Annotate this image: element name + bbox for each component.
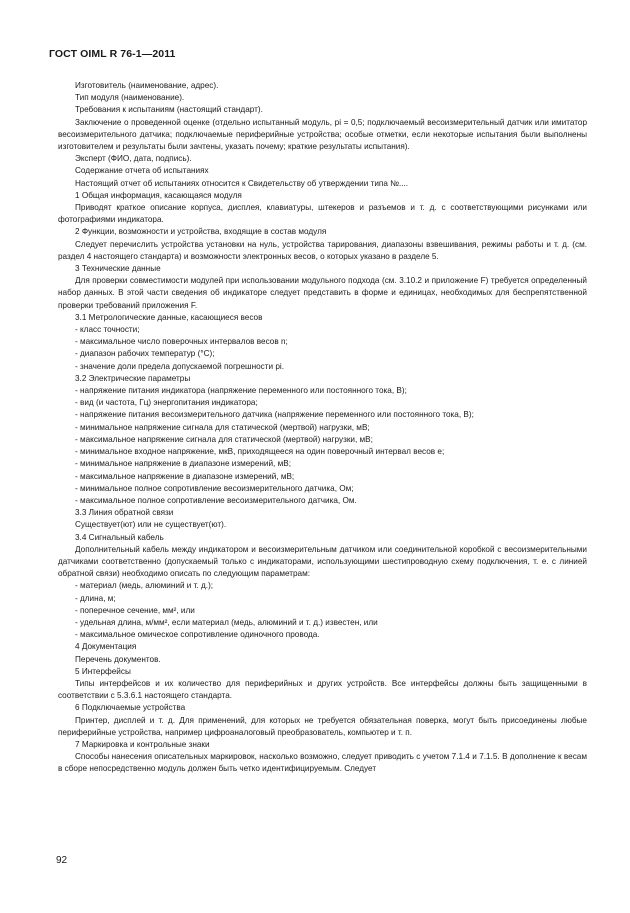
section-heading: 3.2 Электрические параметры (75, 373, 191, 383)
section-heading: 3.1 Метрологические данные, касающиеся весов (75, 312, 263, 322)
section-heading: 3.3 Линия обратной связи (75, 508, 174, 518)
paragraph: Тип модуля (наименование). (75, 93, 185, 103)
list-item: - максимальное омическое сопротивление одиночного провода. (75, 630, 320, 640)
section-heading: 3.4 Сигнальный кабель (75, 532, 164, 542)
paragraph: Приводят краткое описание корпуса, дисплея, клавиатуры, штекеров и разъемов и т. д. с соответствующими рисунками или фотографиями индикатора. (58, 203, 587, 225)
list-item: - поперечное сечение, мм², или (75, 605, 195, 615)
list-item: - минимальное полное сопротивление весоизмерительного датчика, Ом; (75, 483, 354, 493)
paragraph: Способы нанесения описательных маркировок, насколько возможно, следует приводить с учетом 7.1.4 и 7.1.5. В дополнение к весам в сборе непосредственно модуль должен быть четко идентифицируемым. Следует (58, 752, 587, 774)
paragraph: Эксперт (ФИО, дата, подпись). (75, 154, 192, 164)
section-heading: 1 Общая информация, касающаяся модуля (75, 190, 242, 200)
list-item: - значение доли предела допускаемой погрешности pi. (75, 361, 285, 371)
paragraph: Для проверки совместимости модулей при использовании модульного подхода (см. 3.10.2 и приложение F) требуется определенный набор данных. В этой части сведения об индикаторе следует представить в форме и единицах, необходимых для беспрепятственной проверки требований приложения F. (58, 276, 587, 310)
section-heading: Содержание отчета об испытаниях (75, 166, 209, 176)
list-item: - минимальное напряжение в диапазоне измерений, мВ; (75, 459, 291, 469)
paragraph: Перечень документов. (75, 654, 161, 664)
section-heading: 4 Документация (75, 642, 137, 652)
list-item: - удельная длина, м/мм², если материал (медь, алюминий и т. д.) известен, или (75, 617, 378, 627)
paragraph: Типы интерфейсов и их количество для периферийных и других устройств. Все интерфейсы должны быть защищенными в соответствии с 5.3.6.1 настоящего стандарта. (58, 678, 587, 701)
paragraph: Существует(ют) или не существует(ют). (75, 520, 227, 530)
page-number: 92 (56, 855, 68, 866)
list-item: - напряжение питания весоизмерительного датчика (напряжение переменного или постоянного тока, В); (75, 410, 474, 420)
section-heading: 5 Интерфейсы (75, 666, 131, 676)
section-heading: 6 Подключаемые устройства (75, 703, 186, 713)
page-header: ГОСТ OIML R 76-1—2011 (49, 48, 176, 60)
list-item: - класс точности; (75, 325, 140, 335)
list-item: - вид (и частота, Гц) энергопитания индикатора; (75, 398, 258, 408)
list-item: - максимальное число поверочных интервалов весов n; (75, 337, 288, 347)
section-heading: 2 Функции, возможности и устройства, входящие в состав модуля (75, 227, 327, 237)
paragraph: Принтер, дисплей и т. д. Для применений, для которых не требуется обязательная поверка, могут быть присоединены любые периферийные устройства, например цифроаналоговый преобразователь, компьютер и т. п. (58, 715, 587, 737)
paragraph: Следует перечислить устройства установки на нуль, устройства тарирования, диапазоны взвешивания, режимы работы и т. д. (см. раздел 4 настоящего стандарта) и возможности электронных весов, о которых указано в разделе 5. (58, 239, 587, 261)
list-item: - максимальное полное сопротивление весоизмерительного датчика, Ом. (75, 495, 357, 505)
list-item: - длина, м; (75, 593, 116, 603)
list-item: - максимальное напряжение сигнала для статической (мертвой) нагрузки, мВ; (75, 434, 373, 444)
paragraph: Настоящий отчет об испытаниях относится к Свидетельству об утверждении типа №.... (75, 178, 409, 188)
document-body (58, 80, 587, 776)
section-heading: 7 Маркировка и контрольные знаки (75, 739, 210, 749)
paragraph: Требования к испытаниям (настоящий стандарт). (75, 105, 263, 115)
section-heading: 3 Технические данные (75, 264, 161, 274)
paragraph: Заключение о проведенной оценке (отдельно испытанный модуль, pi = 0,5; подключаемый весоизмерительный датчик или имитатор весоизмерительного датчика; подключаемые периферийные устройства; особые отметки, если некоторые испытания были выполнены изготовителем и результаты были зачтены, указать почему; краткие результаты испытания). (58, 117, 587, 152)
list-item: - диапазон рабочих температур (°С); (75, 349, 215, 359)
list-item: - напряжение питания индикатора (напряжение переменного или постоянного тока, В); (75, 386, 407, 396)
paragraph: Изготовитель (наименование, адрес). (75, 81, 219, 90)
list-item: - максимальное напряжение в диапазоне измерений, мВ; (75, 471, 295, 481)
list-item: - минимальное входное напряжение, мкВ, приходящееся на один поверочный интервал весов e; (75, 447, 445, 457)
list-item: - материал (медь, алюминий и т. д.); (75, 581, 214, 591)
list-item: - минимальное напряжение сигнала для статической (мертвой) нагрузки, мВ; (75, 422, 370, 432)
paragraph: Дополнительный кабель между индикатором и весоизмерительным датчиком или соединительной коробкой с весоизмерительными датчиками соответственно (допускаемый только с индикаторами, использующими шестипроводную схему подключения, т. е. с линией обратной связи) необходимо описать по следующим параметрам: (58, 544, 587, 579)
